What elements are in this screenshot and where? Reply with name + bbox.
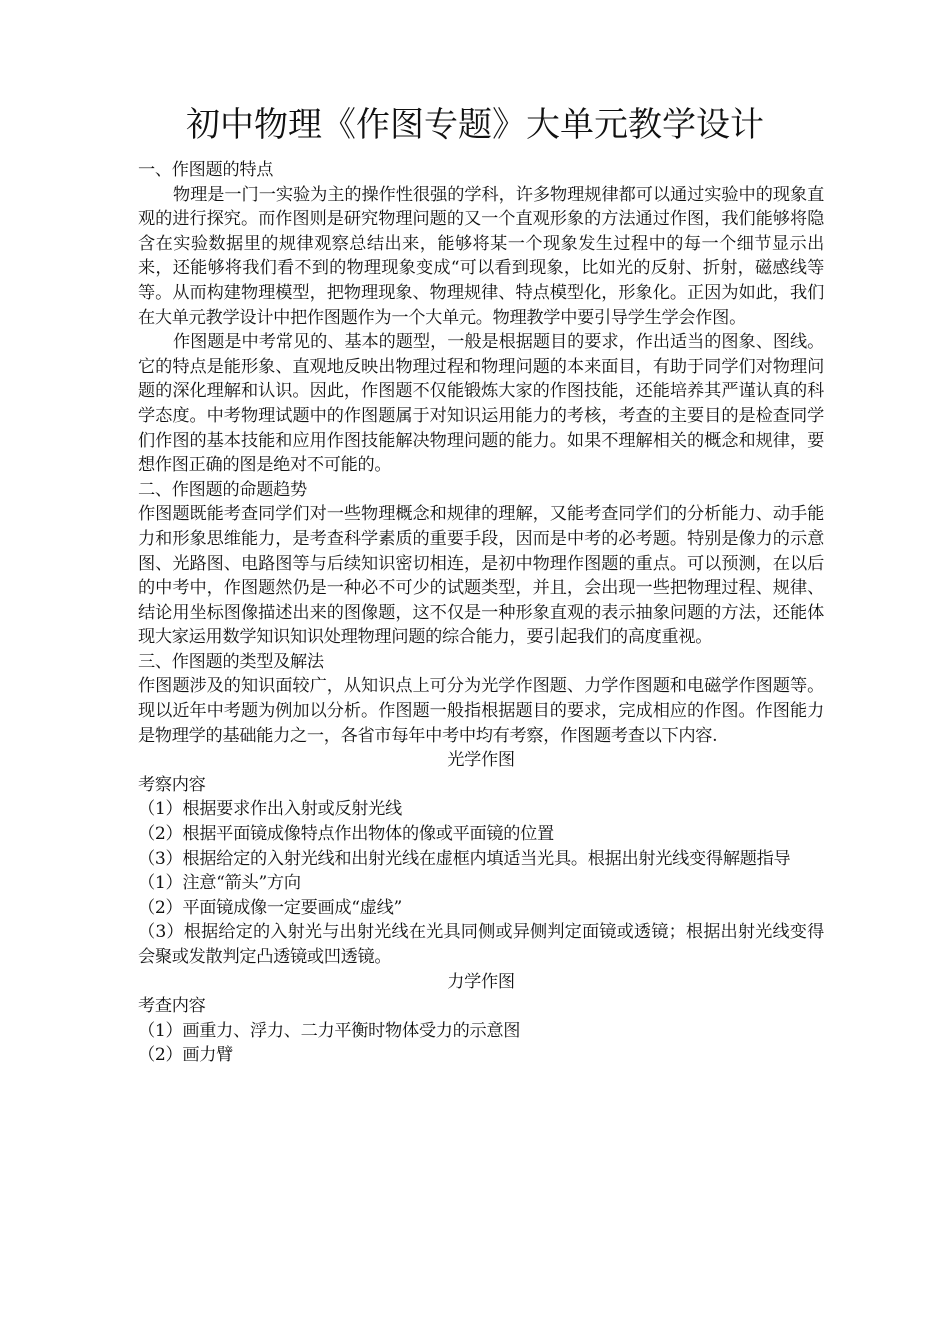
list-item: （3）根据给定的入射光与出射光线在光具同侧或异侧判定面镜或透镜；根据出射光线变得会聚或发散判定凸透镜或凹透镜。 <box>138 922 824 967</box>
section-heading: 三、作图题的类型及解法 <box>138 651 324 672</box>
content-label: 考查内容 <box>138 996 206 1017</box>
body-paragraph: 作图题既能考查同学们对一些物理概念和规律的理解，又能考查同学们的分析能力、动手能力和形象思维能力，是考查科学素质的重要手段，因而是中考的必考题。特别是像力的示意图、光路图、电路图等与后续知识密切相连，是初中物理作图题的重点。可以预测，在以后的中考中，作图题然仍是一种必不可少的试题类型，并且，会出现一些把物理过程、规律、结论用坐标图像描述出来的图像题，这不仅是一种形象直观的表示抽象问题的方法，还能体现大家运用数学知识知识处理物理问题的综合能力，要引起我们的高度重视。 <box>138 504 824 648</box>
list-item: （2）平面镜成像一定要画成“虚线” <box>138 897 403 918</box>
list-item: （1）注意“箭头”方向 <box>138 873 301 894</box>
document-body <box>138 158 824 1068</box>
body-paragraph: 作图题涉及的知识面较广，从知识点上可分为光学作图题、力学作图题和电磁学作图题等。现以近年中考题为例加以分析。作图题一般指根据题目的要求，完成相应的作图。作图能力是物理学的基础能力之一，各省市每年中考中均有考察，作图题考查以下内容. <box>138 676 824 746</box>
body-paragraph: 物理是一门一实验为主的操作性很强的学科，许多物理规律都可以通过实验中的现象直观的进行探究。而作图则是研究物理问题的又一个直观形象的方法通过作图，我们能够将隐含在实验数据里的规律观察总结出来，能够将某一个现象发生过程中的每一个细节显示出来，还能够将我们看不到的物理现象变成“可以看到现象，比如光的反射、折射，磁感线等等。从而构建物理模型，把物理现象、物理规律、特点模型化，形象化。正因为如此，我们在大单元教学设计中把作图题作为一个大单元。物理教学中要引导学生学会作图。 <box>138 184 824 328</box>
section-heading: 一、作图题的特点 <box>138 160 274 180</box>
list-item: （1）画重力、浮力、二力平衡时物体受力的示意图 <box>138 1020 521 1041</box>
body-paragraph: 作图题是中考常见的、基本的题型，一般是根据题目的要求，作出适当的图象、图线。它的特点是能形象、直观地反映出物理过程和物理问题的本来面目，有助于同学们对物理问题的深化理解和认识。因此，作图题不仅能锻炼大家的作图技能，还能培养其严谨认真的科学态度。中考物理试题中的作图题属于对知识运用能力的考核，考查的主要目的是检查同学们作图的基本技能和应用作图技能解决物理问题的能力。如果不理解相关的概念和规律，要想作图正确的图是绝对不可能的。 <box>138 332 824 476</box>
subsection-title-optics: 光学作图 <box>447 750 515 771</box>
page-title: 初中物理《作图专题》大单元教学设计 <box>186 105 764 145</box>
list-item: （1）根据要求作出入射或反射光线 <box>138 799 402 820</box>
list-item: （2）画力臂 <box>138 1045 234 1066</box>
list-item: （2）根据平面镜成像特点作出物体的像或平面镜的位置 <box>138 824 554 845</box>
content-label: 考察内容 <box>138 774 206 795</box>
list-item: （3）根据给定的入射光线和出射光线在虚框内填适当光具。根据出射光线变得解题指导 <box>138 848 791 869</box>
section-heading: 二、作图题的命题趋势 <box>138 479 307 500</box>
subsection-title-mechanics: 力学作图 <box>447 971 515 992</box>
